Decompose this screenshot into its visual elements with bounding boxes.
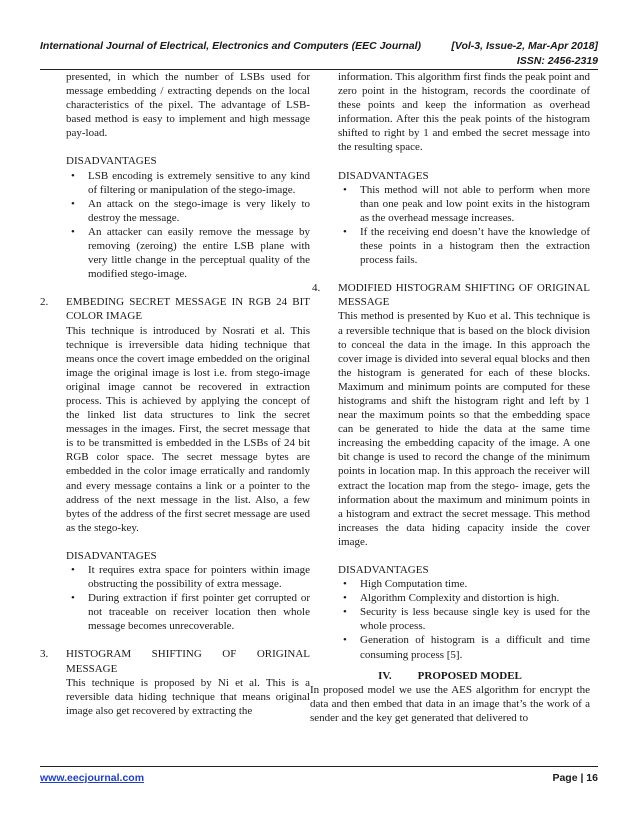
right-column xyxy=(310,70,591,725)
numbered-item-4 xyxy=(312,281,591,549)
disadvantages-heading: DISADVANTAGES xyxy=(338,169,429,182)
section-number: IV. xyxy=(378,669,392,682)
journal-title: International Journal of Electrical, Electronics and Computers (EEC Journal) xyxy=(40,40,421,52)
item-number: 2. xyxy=(40,296,49,309)
bullet-item: • Generation of histogram is a difficult and time consuming process [5]. xyxy=(338,633,590,661)
left-column xyxy=(40,70,310,718)
bullet-item: • During extraction if first pointer get corrupted or not traceable on receiver location then whole message becomes unrecoverable. xyxy=(66,591,310,633)
numbered-item-3 xyxy=(40,647,310,717)
disadvantages-list xyxy=(66,563,310,633)
bullet-item: • Algorithm Complexity and distortion is high. xyxy=(338,591,590,605)
disadvantages-list xyxy=(338,183,590,268)
disadvantages-heading: DISADVANTAGES xyxy=(66,155,157,168)
item-number: 4. xyxy=(312,282,321,295)
item-title: MODIFIED HISTOGRAM SHIFTING OF ORIGINAL MESSAGE xyxy=(338,282,590,309)
section-title: PROPOSED MODEL xyxy=(417,669,522,682)
issn: ISSN: 2456-2319 xyxy=(516,55,598,67)
continued-paragraph: presented, in which the number of LSBs used for message embedding / extracting depends on the local characteristics of the pixel. The advantage of LSB-based method is easy to implement and high message pay-load. xyxy=(66,71,310,140)
bullet-item: • It requires extra space for pointers within image obstructing the possibility of extra message. xyxy=(66,563,310,591)
journal-website-link[interactable]: www.eecjournal.com xyxy=(40,772,145,784)
bullet-item: • Security is less because single key is used for the whole process. xyxy=(338,605,590,633)
item-number: 3. xyxy=(40,648,49,661)
footer-divider xyxy=(40,766,598,767)
section-heading xyxy=(310,669,590,683)
numbered-item-2 xyxy=(40,295,310,535)
item-body: This technique is introduced by Nosrati et al. This technique is irreversible data hiding technique that means once the covert image embedded on the original image the original image is lost i.e. from stego-image original image cannot be recovered in extraction process. This is achieved by applying the concept of the linked list data structures to link the secret messages in the images. First, the secret message that is to be transmitted is embedded in the LSBs of 24 bit RGB color space. The secret message bytes are embedded in the color image erratically and randomly and every message contains a link or a pointer to the address of the next message in the list. Also, a few bytes of the address of the first secret message are used as the stego-key. xyxy=(66,324,310,534)
item-body: This technique is proposed by Ni et al. This is a reversible data hiding technique that means original image also get recovered by extracting the xyxy=(66,676,310,717)
item-body: This method is presented by Kuo et al. This technique is a reversible technique that is based on the block division to conceal the data in the image. In this approach the cover image is divided into several equal blocks and then the histogram is generated for each of these blocks. Maximum and minimum points are computed for these histograms and shift the histogram right and left by 1 near the maximum points so that the embedding space can be generated to hide the data at the same time increasing the embedding capacity of the image. A one bit change is used to record the change of the minimum points in location map. In this approach the receiver will extract the location map from the stego- image, gets the information about the maximum and minimum points in a histogram and extract the secret message. This method increases the data hiding capacity inside the cover image. xyxy=(338,310,591,548)
disadvantages-heading: DISADVANTAGES xyxy=(66,549,157,562)
bullet-item: • LSB encoding is extremely sensitive to any kind of filtering or manipulation of the stego-image. xyxy=(66,169,310,197)
bullet-item: • An attack on the stego-image is very likely to destroy the message. xyxy=(66,197,310,225)
disadvantages-list xyxy=(338,577,590,662)
continued-paragraph: information. This algorithm first finds the peak point and zero point in the histogram, records the coordinate of these points and keep the information as overhead information. After this the peak points of the histogram shifted to right by 1 and embed the secret message into the resulting space. xyxy=(338,71,590,154)
disadvantages-list xyxy=(66,169,310,282)
item-title: HISTOGRAM SHIFTING OF ORIGINAL MESSAGE xyxy=(66,648,310,675)
section-body: In proposed model we use the AES algorithm for encrypt the data and then embed that data in an image that’s the work of a sender and the key get generated that delivered to xyxy=(310,683,590,724)
disadvantages-heading: DISADVANTAGES xyxy=(338,564,429,576)
volume-issue: [Vol-3, Issue-2, Mar-Apr 2018] xyxy=(451,40,598,52)
bullet-item: • If the receiving end doesn’t have the knowledge of these points in a histogram then the extraction process fails. xyxy=(338,225,590,267)
bullet-item: • An attacker can easily remove the message by removing (zeroing) the entire LSB plane with very little change in the perceptual quality of the modified stego-image. xyxy=(66,225,310,281)
bullet-item: • This method will not able to perform when more than one peak and low point exits in the histogram as the overhead message increases. xyxy=(338,183,590,225)
item-title: EMBEDING SECRET MESSAGE IN RGB 24 BIT COLOR IMAGE xyxy=(66,296,310,323)
page-number: Page | 16 xyxy=(552,772,598,784)
bullet-item: • High Computation time. xyxy=(338,577,590,591)
